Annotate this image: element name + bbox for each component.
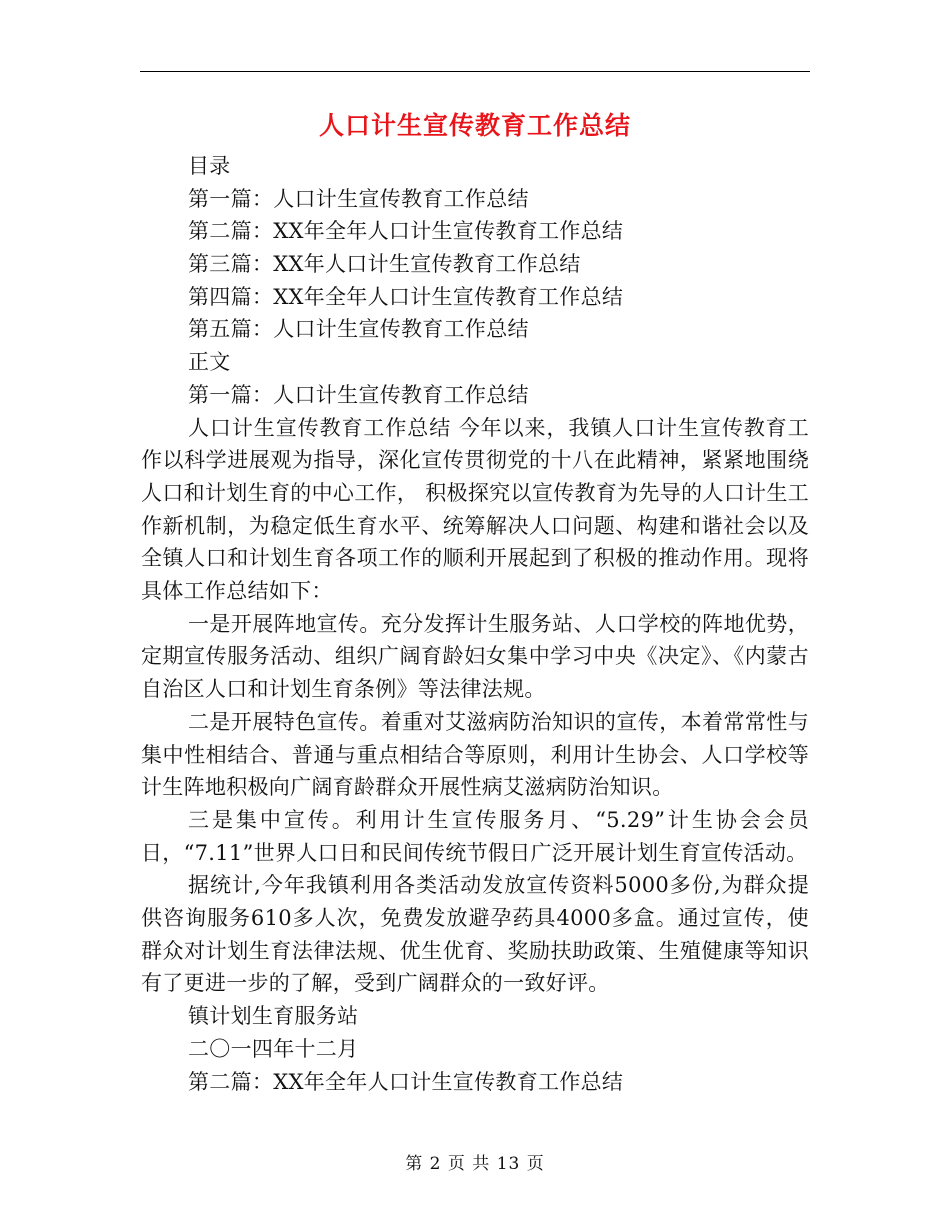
signature-org: 镇计划生育服务站	[188, 1004, 359, 1029]
signature-date: 二〇一四年十二月	[188, 1036, 359, 1061]
document-body	[141, 150, 809, 1098]
toc-item: 第三篇：XX年人口计生宣传教育工作总结	[188, 252, 581, 277]
document-title: 人口计生宣传教育工作总结	[318, 111, 631, 140]
body-paragraph: 三是集中宣传。利用计生宣传服务月、“5.29”计生协会会员日，“7.11”世界人口日和民间传统节假日广泛开展计划生育宣传活动。	[141, 807, 809, 865]
body-paragraph: 人口计生宣传教育工作总结 今年以来，我镇人口计生宣传教育工作以科学进展观为指导，深化宣传贯彻党的十八在此精神，紧紧地围绕人口和计划生育的中心工作， 积极探究以宣传教育为先导的人口计生工作新机制，为稳定低生育水平、统筹解决人口问题、构建和谐社会以及全镇人口和计划生育各项工作的顺利开展起到了积极的推动作用。现将具体工作总结如下：	[141, 415, 809, 604]
body-paragraph: 一是开展阵地宣传。充分发挥计生服务站、人口学校的阵地优势，定期宣传服务活动、组织广阔育龄妇女集中学习中央《决定》、《内蒙古自治区人口和计划生育条例》等法律法规。	[141, 611, 809, 702]
toc-item: 第二篇：XX年全年人口计生宣传教育工作总结	[188, 219, 624, 244]
toc-item: 第四篇：XX年全年人口计生宣传教育工作总结	[188, 284, 624, 309]
toc-item: 第一篇：人口计生宣传教育工作总结	[188, 186, 529, 211]
body-paragraph: 据统计,今年我镇利用各类活动发放宣传资料5000多份,为群众提供咨询服务610多人次，免费发放避孕药具4000多盒。通过宣传，使群众对计划生育法律法规、优生优育、奖励扶助政策、生殖健康等知识有了更进一步的了解，受到广阔群众的一致好评。	[141, 873, 809, 996]
next-section-title: 第二篇：XX年全年人口计生宣传教育工作总结	[188, 1069, 624, 1094]
header-rule	[140, 71, 810, 72]
page-footer: 第 2 页 共 13 页	[405, 1154, 545, 1174]
toc-heading: 目录	[188, 154, 231, 178]
toc-item: 第五篇：人口计生宣传教育工作总结	[188, 317, 529, 342]
body-heading: 正文	[188, 350, 231, 375]
body-paragraph: 二是开展特色宣传。着重对艾滋病防治知识的宣传，本着常常性与集中性相结合、普通与重点相结合等原则，利用计生协会、人口学校等计生阵地积极向广阔育龄群众开展性病艾滋病防治知识。	[141, 709, 809, 800]
section-title: 第一篇：人口计生宣传教育工作总结	[188, 382, 529, 407]
